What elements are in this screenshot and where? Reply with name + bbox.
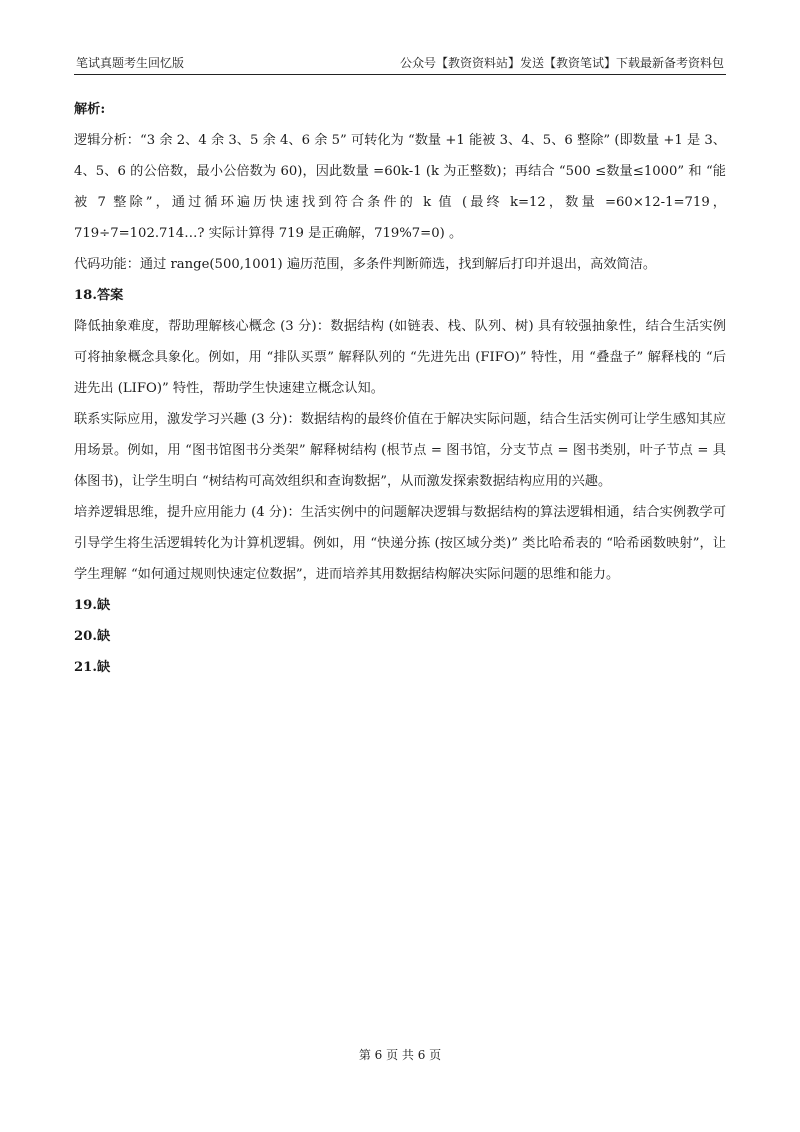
analysis-logic-paragraph: 逻辑分析：“3 余 2、4 余 3、5 余 4、6 余 5” 可转化为 “数量 +1 能被 3、4、5、6 整除” (即数量 +1 是 3、4、5、6 的公倍数，最小公倍数为 60)，因此数量 =60k-1 (k 为正整数)；再结合 “500 ≤数量≤1000” 和 “能被 7 整除”，通过循环遍历快速找到符合条件的 k 值 (最终 k=12，数量 =60×12-1=719，719÷7=102.714…? 实际计算得 719 是正确解，719%7=0) 。 xyxy=(74,133,726,241)
q21-title: 21.缺 xyxy=(74,660,111,675)
q18-paragraph-2: 联系实际应用，激发学习兴趣 (3 分)：数据结构的最终价值在于解决实际问题，结合生活实例可让学生感知其应用场景。例如，用 “图书馆图书分类架” 解释树结构 (根节点 = 图书馆，分支节点 = 图书类别，叶子节点 = 具体图书)，让学生明白 “树结构可高效组织和查询数据”，从而激发探索数据结构应用的兴趣。 xyxy=(74,412,726,489)
page-footer: 第 6 页 共 6 页 xyxy=(358,1048,442,1062)
header-left-text: 笔试真题考生回忆版 xyxy=(76,56,185,70)
q18-title: 18.答案 xyxy=(74,288,124,303)
header-right-text: 公众号【教资资料站】发送【教资笔试】下载最新备考资料包 xyxy=(399,56,724,70)
q20-title: 20.缺 xyxy=(74,629,111,644)
q18-paragraph-1: 降低抽象难度，帮助理解核心概念 (3 分)：数据结构 (如链表、栈、队列、树) 具有较强抽象性，结合生活实例可将抽象概念具象化。例如，用 “排队买票” 解释队列的 “先进先出 (FIFO)” 特性，用 “叠盘子” 解释栈的 “后进先出 (LIFO)” 特性，帮助学生快速建立概念认知。 xyxy=(74,319,726,396)
q19-title: 19.缺 xyxy=(74,598,111,613)
page-header xyxy=(74,52,726,75)
analysis-code-paragraph: 代码功能：通过 range(500,1001) 遍历范围，多条件判断筛选，找到解后打印并退出，高效简洁。 xyxy=(74,257,657,272)
document-body xyxy=(74,94,726,683)
q18-paragraph-3: 培养逻辑思维，提升应用能力 (4 分)：生活实例中的问题解决逻辑与数据结构的算法逻辑相通，结合实例教学可引导学生将生活逻辑转化为计算机逻辑。例如，用 “快递分拣 (按区域分类)” 类比哈希表的 “哈希函数映射”，让学生理解 “如何通过规则快速定位数据”，进而培养其用数据结构解决实际问题的思维和能力。 xyxy=(74,505,726,582)
analysis-title: 解析: xyxy=(74,102,106,117)
